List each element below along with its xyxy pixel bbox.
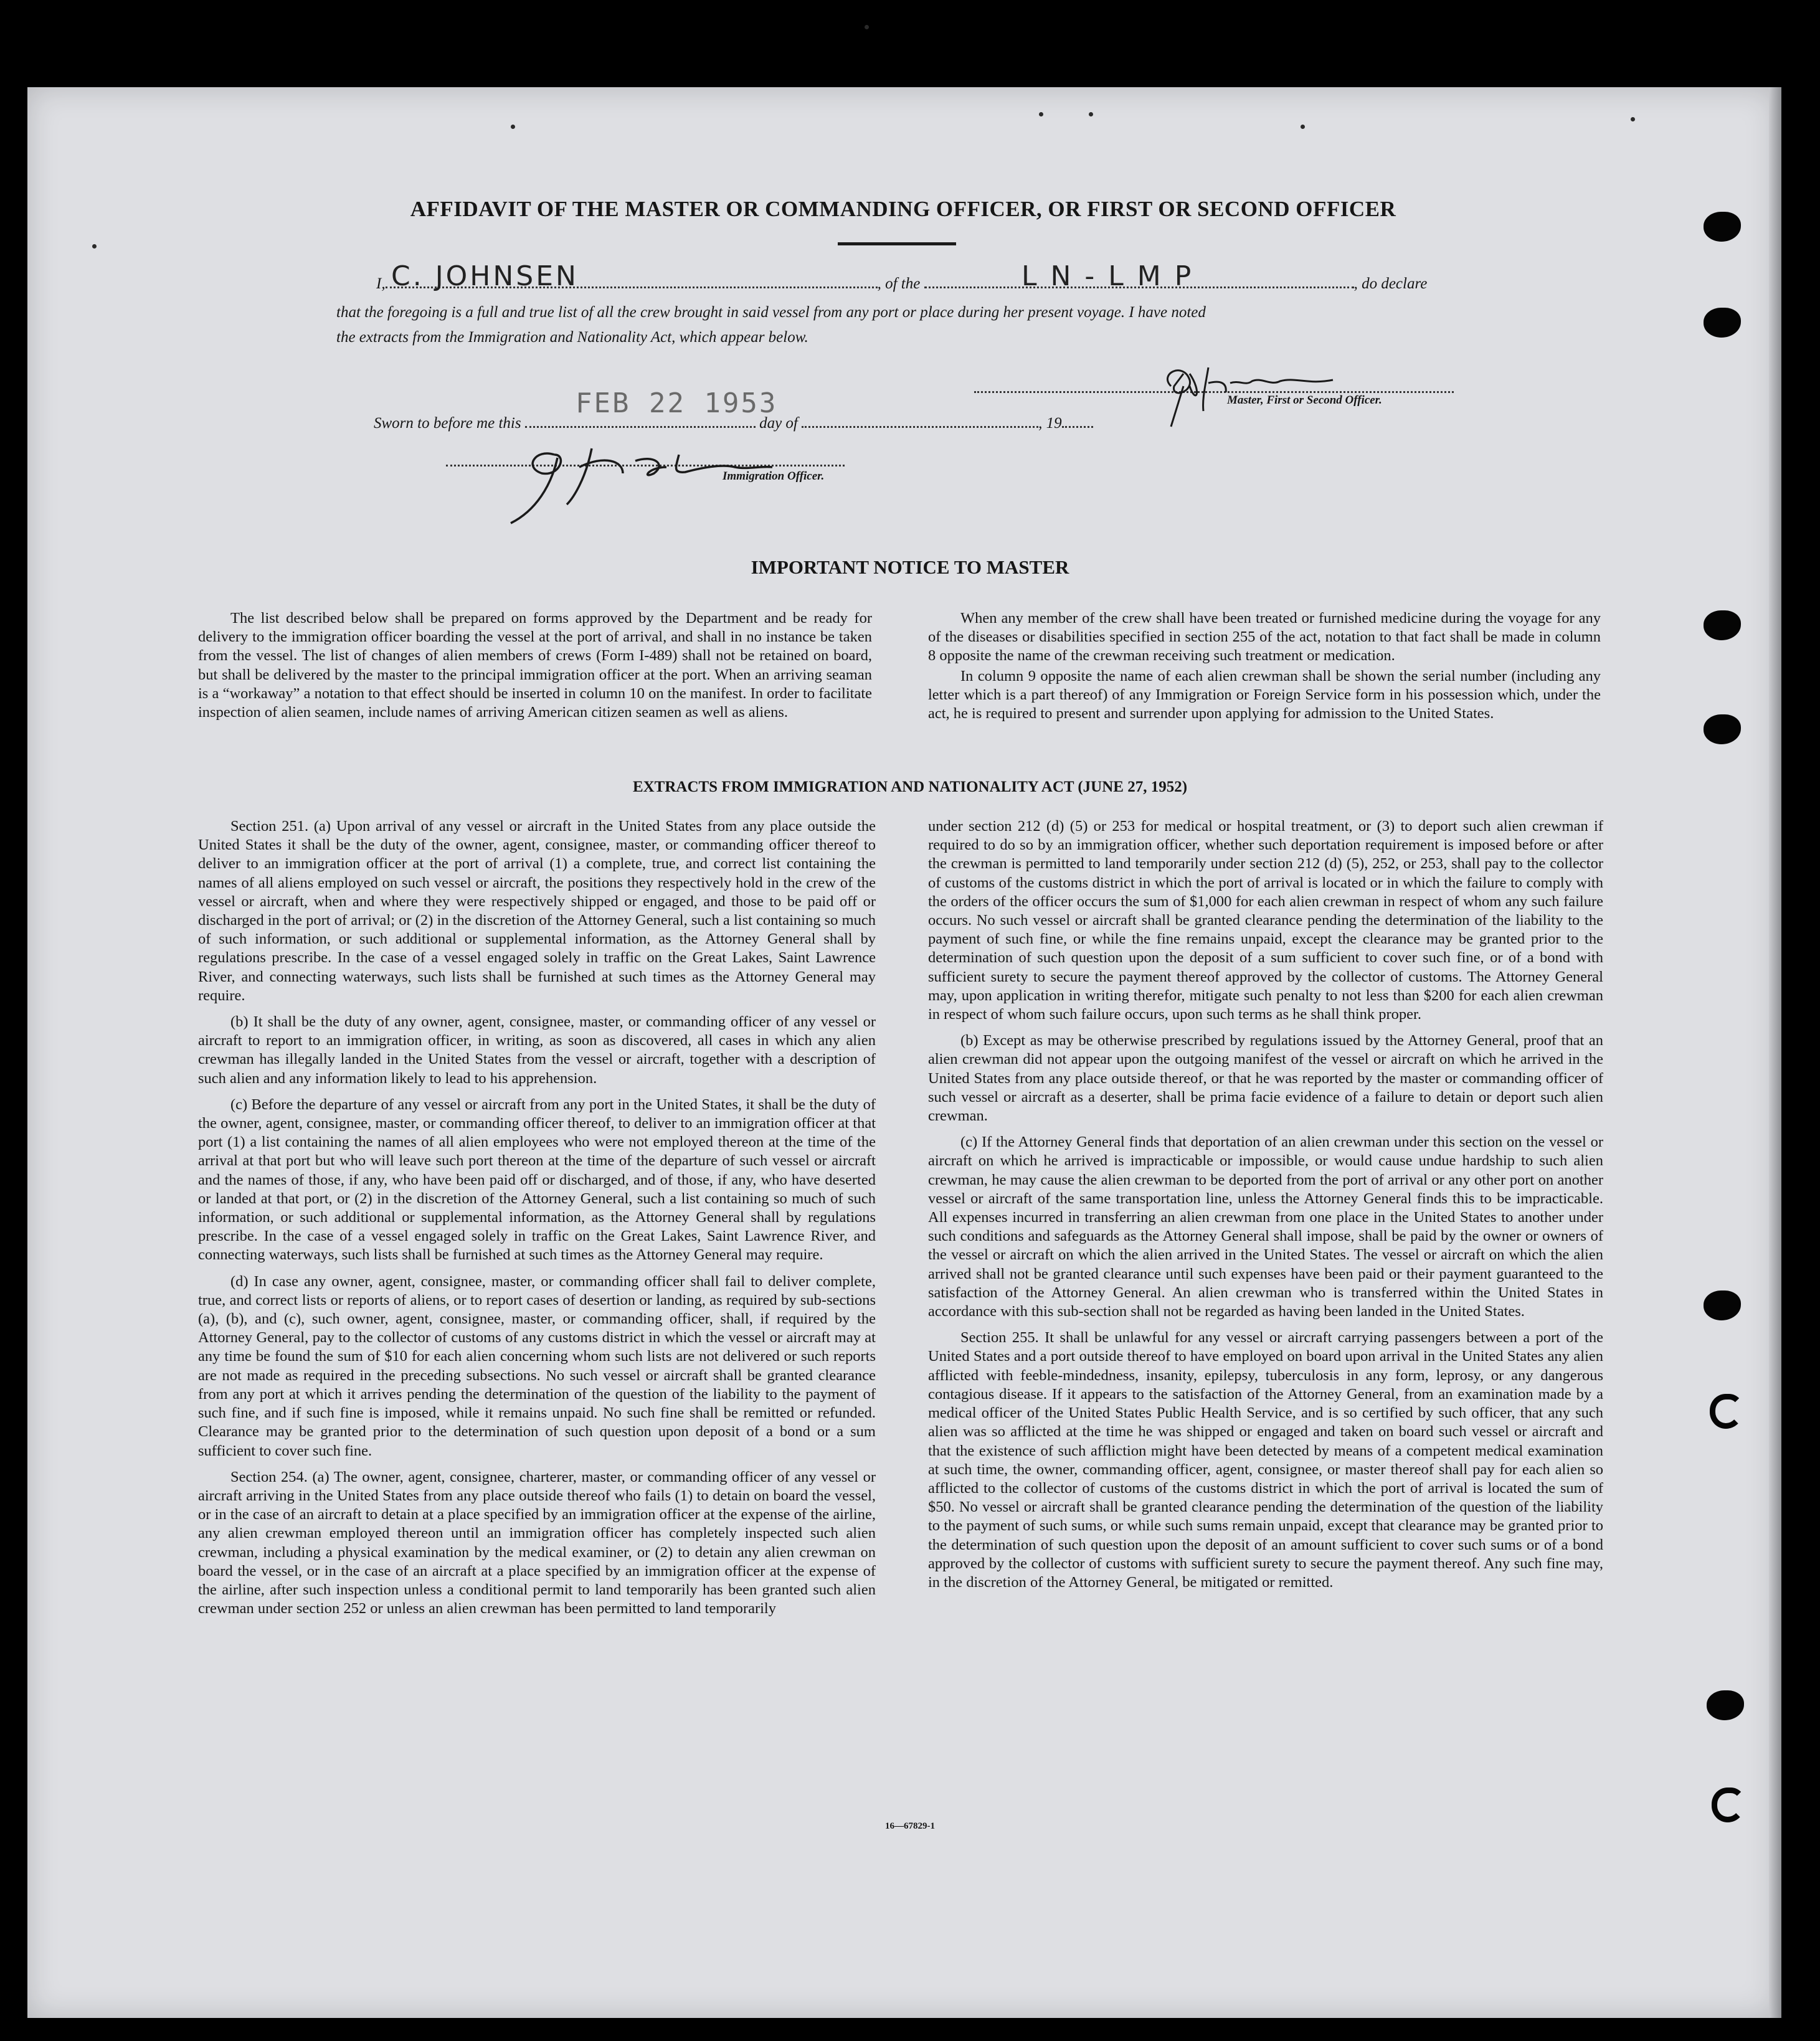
- date-stamp: FEB 22 1953: [576, 387, 778, 419]
- extracts-right-column: [928, 817, 1603, 1599]
- vessel-name-handwritten: L N - L M P: [1021, 260, 1194, 292]
- notice-left-text: The list described below shall be prepared on forms approved by the Department and be ready for delivery to the immigration officer boarding the vessel at the port of arrival, and shall in no instance be taken from the vessel. The list of changes of alien members of crews (Form I-489) shall not be retained on board, but shall be delivered by the master to the principal immigration officer at the port. When an arriving seaman is a “workaway” a notation to that effect should be inserted in column 10 on the manifest. In order to facilitate inspection of alien seamen, include names of arriving American citizen seamen as well as aliens.: [198, 610, 872, 721]
- speck: [1301, 125, 1305, 129]
- extracts-heading: EXTRACTS FROM IMMIGRATION AND NATIONALITY ACT (JUNE 27, 1952): [632, 779, 1188, 795]
- declaration-line-3: the extracts from the Immigration and Nationality Act, which appear below.: [336, 329, 808, 346]
- do-declare-text: , do declare: [1353, 275, 1428, 292]
- section-254-a-continued: under section 212 (d) (5) or 253 for medical or hospital treatment, or (3) to deport such alien crewman if required to do so by an immigration officer, whether such deportation requirement is imposed before or after the crewman is permitted to land temporarily under section 212 (d) (5), 252, or 253, shall pay to the collector of customs of the customs district in which the port of arrival is located or in which the failure to comply with the orders of the officer occurs the sum of $1,000 for each alien crewman in respect of whom any such failure occurs. No such vessel or aircraft shall be granted clearance pending the determination of the liability to the payment of such fine, or while the fine remains unpaid, except the clearance may be granted prior to the determination of such question upon the deposit of a sum sufficient to cover such fine, or of a bond with sufficient surety to secure the payment thereof approved by the collector of customs. The Attorney General may, upon application in writing therefor, mitigate such penalty to not less than $200 for each alien crewman in respect of whom such failure occurs, upon such terms as he shall think proper.: [928, 818, 1603, 1023]
- day-of-text: day of: [759, 415, 798, 432]
- year-text: , 19: [1038, 415, 1062, 432]
- section-255: Section 255. It shall be unlawful for any vessel or aircraft carrying passengers between a port of the United States and a port outside thereof to have employed on board upon arrival in the United States any alien afflicted with feeble-mindedness, insanity, epilepsy, tuberculosis in any form, leprosy, or any dangerous contagious disease. If it appears to the satisfaction of the Attorney General, from an examination made by a medical officer of the United States Public Health Service, and is so certified by such officer, that any such alien was so afflicted at the time he was shipped or engaged and taken on board such vessel or aircraft and that the existence of such affliction might have been detected by means of a competent medical examination at such time, the owner, commanding officer, agent, consignee, or master thereof shall pay for each alien so afflicted to the collector of customs of the customs district in which the port of arrival is located the sum of $50. No vessel or aircraft shall be granted clearance pending the determination of the question of the liability to the payment of such sums, or while such sums remain unpaid, except that clearance may be granted prior to the determination of such question upon the deposit of an amount sufficient to cover such sums or of a bond approved by the collector of customs with sufficient surety to secure the payment thereof. Any such fine may, in the discretion of the Attorney General, be mitigated or remitted.: [928, 1329, 1603, 1591]
- speck: [1631, 117, 1635, 121]
- declaration-line-2: that the foregoing is a full and true list of all the crew brought in said vessel from any port or place during her present voyage. I have noted: [336, 304, 1206, 321]
- title-rule: [838, 242, 956, 245]
- of-the-text: , of the: [877, 275, 921, 292]
- section-254-c: (c) If the Attorney General finds that deportation of an alien crewman under this section on the vessel or aircraft on which he arrived is impracticable or impossible, or would cause undue hardship to such alien crewman, he may cause the alien crewman to be deported from the port of arrival or any other port on another vessel or aircraft of the same transportation line, unless the Attorney General finds this to be impracticable. All expenses incurred in transferring an alien crewman from one place in the United States to another under such conditions and safeguards as the Attorney General shall impose, shall be paid by the owner or owners of the vessel or aircraft on which the alien arrived in the United States. The vessel or aircraft on which the alien arrived shall not be granted clearance until such expenses have been paid or their payment guaranteed to the satisfaction of the Attorney General. An alien crewman who is transferred within the United States in accordance with this sub-section shall not be regarded as having been landed in the United States.: [928, 1134, 1603, 1320]
- extracts-left-column: [198, 817, 876, 1626]
- section-251-b: (b) It shall be the duty of any owner, agent, consignee, master, or commanding officer of any vessel or aircraft to report to an immigration officer, in writing, as soon as discovered, all cases in which any alien crewman has illegally landed in the United States from the vessel or aircraft, together with a description of such alien and any information likely to lead to his apprehension.: [198, 1013, 876, 1087]
- notice-heading: IMPORTANT NOTICE TO MASTER: [751, 556, 1069, 578]
- speck: [511, 125, 515, 129]
- notice-right-column: [928, 609, 1601, 731]
- notice-right-text-2: In column 9 opposite the name of each alien crewman shall be shown the serial number (including any letter which is a part thereof) of any Immigration or Foreign Service form in his possession which, under the act, he is required to present and surrender upon applying for admission to the United States.: [928, 667, 1601, 722]
- speck: [1089, 112, 1093, 116]
- form-number: 16—67829-1: [885, 1821, 935, 1831]
- officer-label: Immigration Officer.: [723, 470, 825, 483]
- section-254-a: Section 254. (a) The owner, agent, consignee, charterer, master, or commanding officer of any vessel or aircraft arriving in the United States from any place outside thereof who fails (1) to detain on board the vessel, or in the case of an aircraft to detain at a place specified by an immigration officer at the expense of the airline, any alien crewman employed thereon until an immigration officer has completely inspected such alien crewman, including a physical examination by the medical examiner, or (2) to detain any alien crewman on board the vessel, or in the case of an aircraft at a place specified by an immigration officer at the expense of the airline, after such inspection unless a conditional permit to land temporarily has been granted such alien crewman under section 252 or unless an alien crewman has been permitted to land temporarily: [198, 1468, 876, 1617]
- section-251-c: (c) Before the departure of any vessel or aircraft from any port in the United States, it shall be the duty of the owner, agent, consignee, master, or commanding officer thereof, to deliver to an immigration officer at that port (1) a list containing the names of all alien employees who were not employed thereon at the time of the arrival at that port but who will leave such port thereon at the time of the departure of such vessel or aircraft and the names of those, if any, who have been paid off or discharged, and of those, if any, who have deserted or landed at that port, or (2) in the discretion of the Attorney General, such a list containing so much of such information, or such additional or supplemental information, as the Attorney General shall by regulations prescribe. In the case of a vessel engaged solely in traffic on the Great Lakes, Saint Lawrence River, and connecting waterways, such lists shall be furnished at such times as the Attorney General may require.: [198, 1096, 876, 1264]
- speck: [865, 25, 869, 29]
- master-name-handwritten: C. JOHNSEN: [391, 260, 579, 292]
- notice-left-column: [198, 609, 872, 729]
- sworn-text: Sworn to before me this: [374, 415, 521, 432]
- section-251-d: (d) In case any owner, agent, consignee, master, or commanding officer shall fail to deliver complete, true, and correct lists or reports of aliens, or to report cases of desertion or landing, as required by sub-sections (a), (b), and (c), such owner, agent, consignee, master, or commanding officer, shall, if required by the Attorney General, pay to the collector of customs of any customs district in which the vessel or aircraft may at any time be found the sum of $10 for each alien concerning whom such lists are not delivered or such reports are not made as required in the preceding subsections. No such vessel or aircraft shall be granted clearance from any port at which it arrives pending the determination of the question of the liability to the payment of such fine, and if such fine is imposed, while it remains unpaid. No such fine shall be remitted or refunded. Clearance may be granted prior to the determination of such question upon deposit of a bond or a sum sufficient to cover such fine.: [198, 1272, 876, 1459]
- month-blank: [802, 415, 1038, 428]
- section-254-b: (b) Except as may be otherwise prescribed by regulations issued by the Attorney General, proof that an alien crewman did not appear upon the outgoing manifest of the vessel or aircraft on which he arrived in the United States from any place outside thereof, or that he was reported by the master or commanding officer of such vessel or aircraft as a deserter, shall be prima facie evidence of a failure to detain or deport such alien crewman.: [928, 1032, 1603, 1125]
- affidavit-title: AFFIDAVIT OF THE MASTER OR COMMANDING OFFICER, OR FIRST OR SECOND OFFICER: [410, 197, 1396, 221]
- master-label: Master, First or Second Officer.: [1227, 394, 1382, 407]
- section-251-a: Section 251. (a) Upon arrival of any vessel or aircraft in the United States from any place outside the United States it shall be the duty of the owner, agent, consignee, master, or commanding officer thereof to deliver to an immigration officer at the port of arrival (1) a complete, true, and correct list containing the names of all aliens employed on such vessel or aircraft, the positions they respectively hold in the crew of the vessel or aircraft, when and where they were respectively shipped or engaged, and those to be paid off or discharged in the port of arrival; or (2) in the discretion of the Attorney General, such a list containing so much of such information, or such additional or supplemental information, as the Attorney General shall by regulations prescribe. In the case of a vessel engaged solely in traffic on the Great Lakes, Saint Lawrence River, and connecting waterways, such lists shall be furnished at such times as the Attorney General may require.: [198, 818, 876, 1004]
- speck: [1039, 112, 1043, 116]
- speck: [92, 244, 97, 249]
- year-blank: [1062, 415, 1093, 428]
- notice-right-text-1: When any member of the crew shall have been treated or furnished medicine during the voyage for any of the diseases or disabilities specified in section 255 of the act, notation to that fact shall be made in column 8 opposite the name of the crewman receiving such treatment or medication.: [928, 610, 1601, 665]
- master-signature: [1146, 349, 1345, 430]
- line-prefix: I,: [376, 275, 386, 292]
- page-edge: [1769, 87, 1781, 2018]
